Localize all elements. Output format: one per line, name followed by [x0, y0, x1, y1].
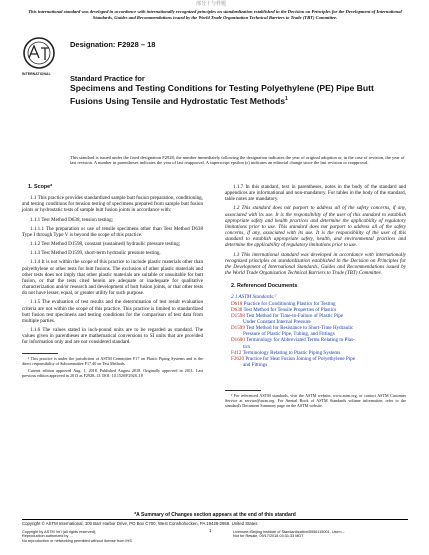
reference-item-cont: Pressure of Plastic Pipe, Tubing, and Fittings: [243, 331, 335, 338]
document-title: [70, 74, 400, 106]
para-1-1: 1.1 This practice provides standardized sample butt fusion preparation, conditioning, and testing conditions for tension testing of specimens prepared from sample butt fusion joints or hydrostatic tests of sample butt fusion joints in accordance with:: [22, 195, 203, 214]
para-1-1-1: 1.1.1 Test Method D638, tension testing;: [30, 216, 114, 223]
summary-of-changes-note: *A Summary of Changes section appears at the end of this standard: [134, 512, 296, 518]
logo-caption: INTERNATIONAL: [22, 72, 51, 76]
footnote-rule: [225, 390, 261, 391]
astm-logo: [22, 36, 56, 84]
para-1-3: 1.3 This international standard was developed in accordance with internationally recognized principles on standardization established in the Decision on Principles for the Development of International Standards, Guides and Recommendations issued by the World Trade Organization Technical Barriers to Trade (TBT) Committee.: [225, 251, 406, 277]
reference-item-cont: and Fittings: [243, 362, 268, 369]
para-1-1-2: 1.1.2 Test Method D1598, constant (sustained) hydraulic pressure testing;: [30, 241, 181, 248]
top-notice: This international standard was developed in accordance with internationally recognized principles on standardization established in the Decision on Principles for the Development of International Standards, Guides and Recommendations issued by the World Trade Organization Technical Barriers to Trade (TBT) Committee.: [28, 9, 402, 20]
scope-heading: 1. Scope*: [28, 184, 53, 190]
page-number: 1: [209, 528, 212, 533]
footnote-1: ¹ This practice is under the jurisdiction of ASTM Committee F17 on Plastic Piping Systems and is the direct responsibility of Subcommittee F17.40 on Test Methods.: [22, 356, 203, 367]
reference-item[interactable]: F412 Terminology Relating to Plastic Piping Systems: [231, 349, 341, 356]
para-1-1-3: 1.1.3 Test Method D1599, short-term hydraulic pressure testing.: [30, 250, 161, 257]
watermark-stamp: 部分十与样题: [196, 1, 227, 7]
reference-item[interactable]: D1599 Test Method for Resistance to Short-Time Hydraulic: [231, 325, 354, 332]
title-footnote-mark: 1: [285, 95, 288, 102]
designation: Designation: F2928 – 18: [70, 40, 156, 49]
reference-item-cont: tics: [243, 343, 251, 350]
footnote-1-edition: Current edition approved Aug. 1, 2018. Published August 2018. Originally approved in 2011. Last previous edition approved in 2013 as F2928–13. DOI: 10.1520/F2928–18: [22, 368, 203, 379]
right-column: [225, 184, 406, 409]
references-heading: 2. Referenced Documents: [231, 283, 298, 290]
para-1-2: 1.2 This standard does not purport to address all of the safety concerns, if any, associated with its use. It is the responsibility of the user of this standard to establish appropriate safety and health practices and determine the applicability of regulatory limitations prior to use. This standard does not purport to address all of the safety concerns, if any, associated with its use. It is the responsibility of the user of this standard to establish appropriate safety, health, and environmental practices and determine the applicability of regulatory limitations prior to use.: [225, 205, 406, 249]
reference-item[interactable]: F2620 Practice for Heat Fusion Joining of Polyethylene Pipe: [231, 355, 355, 362]
license-notice-left: Copyright by ASTM Int'l (all rights reserved); Reproduction authorized by ... No reproduction or networking permitted without license from IHS: [22, 530, 132, 543]
para-1-1-7: 1.1.7 In this standard, text in parentheses, notes in the body of the standard and appendices are informational and non-mandatory. For tables in the body of the standard, table notes are mandatory.: [225, 184, 406, 203]
reference-item[interactable]: D1600 Terminology for Abbreviated Terms Relating to Plas-: [231, 337, 355, 344]
para-1-1-4: 1.1.4 It is not within the scope of this practice to include plastic materials other than polyethylene or other tests for butt fusions. The exclusion of other plastic materials and other tests does not imply that other plastic materials are suitable or unsuitable for butt fusion, or that the tests cited herein are adequate or inadequate for qualitative characterization and/or research and development of butt fusion joints, or that other tests do not have lesser, equal, or greater utility for such purpose.: [22, 259, 203, 297]
left-column: [22, 184, 203, 379]
astm-standards-label: 2.1 ASTM Standards:²: [231, 294, 277, 301]
title-main: Specimens and Testing Conditions for Testing Polyethylene (PE) Pipe Butt Fusions Using Tensile and Hydrostatic Test Methods$^1$: [70, 83, 374, 106]
copyright-rule: [22, 519, 408, 520]
footnote-rule: [22, 353, 58, 354]
reference-item-cont: Under Constant Internal Pressure: [243, 318, 311, 325]
para-1-1-6: 1.1.6 The values stated in inch-pound units are to be regarded as standard. The values given in parentheses are mathematical conversions to SI units that are provided for information only and are not considered standard.: [22, 326, 203, 346]
title-prefix: Standard Practice for: [70, 74, 145, 83]
reference-item[interactable]: D1598 Test Method for Time-to-Failure of Plastic Pipe: [231, 312, 344, 319]
reference-item[interactable]: D618 Practice for Conditioning Plastics for Testing: [231, 300, 336, 307]
license-notice-right: Licensee=Beijing Institute of Standardization/5956115001, User=... Not for Resale, 09/17/2018 03:31:33 MDT: [233, 530, 346, 539]
para-1-1-1-1: 1.1.1.1 The preparation or use of tensile specimens other than Test Method D638 Type I through Type V is beyond the scope of this practice.: [22, 225, 203, 238]
preamble: This standard is issued under the fixed designation F2928; the number immediately following the designation indicates the year of original adoption or, in the case of revision, the year of last revision. A number in parentheses indicates the year of last reapproval. A superscript epsilon (ε) indicates an editorial change since the last revision or reapproval.: [70, 155, 405, 166]
reference-item[interactable]: D638 Test Method for Tensile Properties of Plastics: [231, 306, 337, 313]
para-1-1-5: 1.1.5 The evaluation of test results and the determination of test result evaluation criteria are not within the scope of this practice. This practice is limited to standardized butt fusion test specimens and testing conditions for the comparison of test data from multiple parties.: [22, 299, 203, 324]
footnote-2: ² For referenced ASTM standards, visit the ASTM website, www.astm.org, or contact ASTM Customer Service at service@astm.org. For Annual Book of ASTM Standards volume information, refer to the standard's Document Summary page on the ASTM website.: [225, 393, 406, 409]
copyright-line: Copyright © ASTM International, 100 Barr Harbor Drive, PO Box C700, West Conshohocken, PA 19428-2959. United States: [22, 521, 258, 526]
